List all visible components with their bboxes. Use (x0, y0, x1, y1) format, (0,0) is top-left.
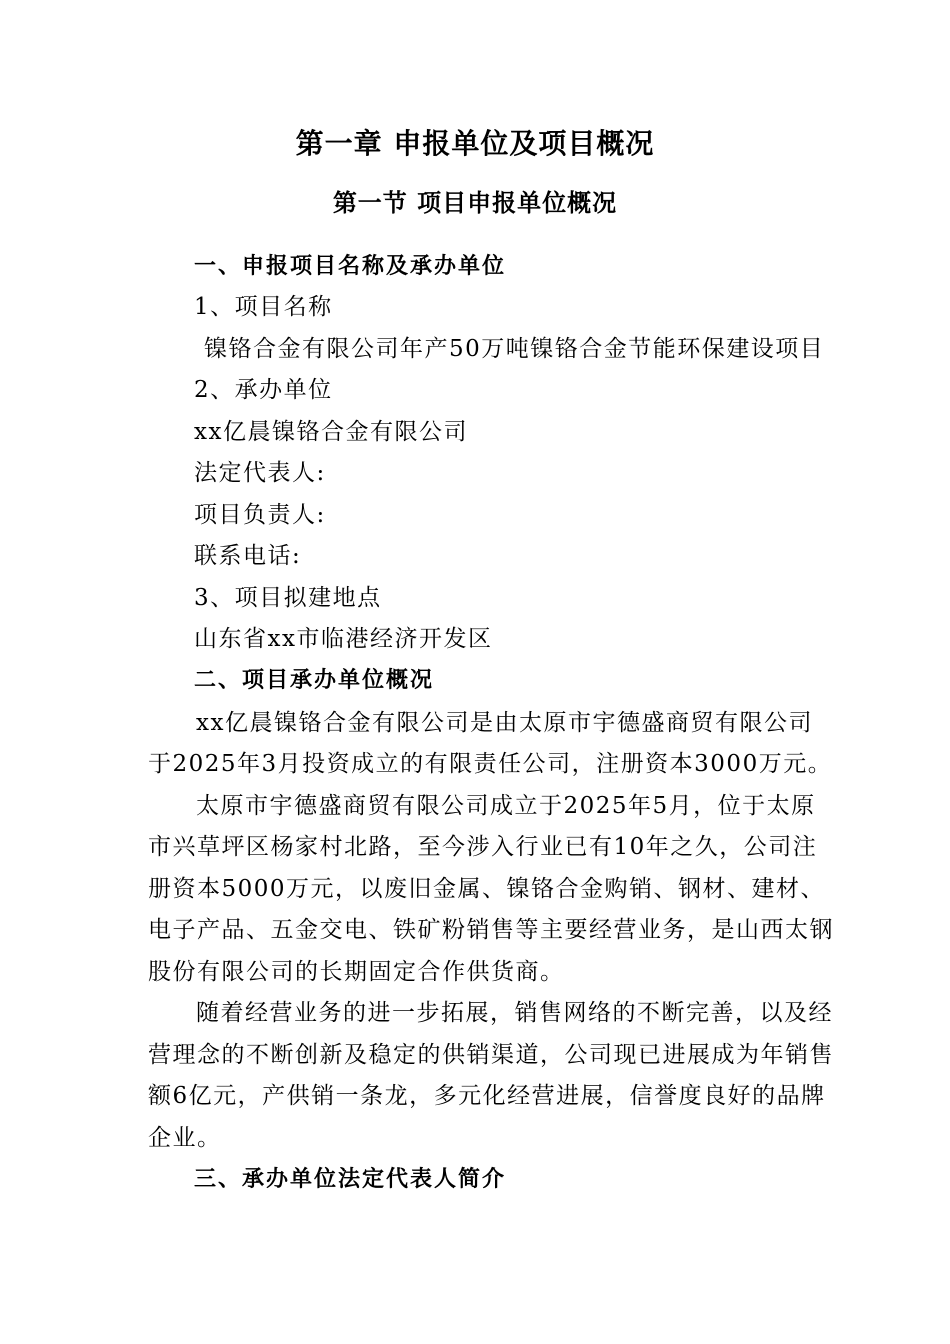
phone-label: 联系电话: (194, 543, 302, 569)
item-project-name-label: 1、项目名称 (194, 294, 333, 320)
paragraph-line: 于2025年3月投资成立的有限责任公司，注册资本3000万元。 (148, 751, 833, 777)
paragraph-line: 企业。 (148, 1125, 222, 1151)
paragraph-line: 额6亿元，产供销一条龙，多元化经营进展，信誉度良好的品牌 (148, 1083, 826, 1109)
chapter-title: 第一章 申报单位及项目概况 (295, 127, 655, 160)
item-company-label: 2、承办单位 (194, 377, 333, 403)
company-name-value: xx亿晨镍铬合金有限公司 (194, 419, 468, 445)
section-title: 第一节 项目申报单位概况 (332, 189, 618, 217)
paragraph-line: 随着经营业务的进一步拓展，销售网络的不断完善，以及经 (196, 1000, 833, 1026)
paragraph-line: 册资本5000万元，以废旧金属、镍铬合金购销、钢材、建材、 (148, 876, 826, 902)
location-value: 山东省xx市临港经济开发区 (194, 626, 493, 652)
project-leader-label: 项目负责人: (194, 502, 326, 528)
paragraph-line: xx亿晨镍铬合金有限公司是由太原市宇德盛商贸有限公司 (196, 710, 813, 736)
paragraph-line: 股份有限公司的长期固定合作供货商。 (148, 959, 565, 985)
paragraph-line: 营理念的不断创新及稳定的供销渠道，公司现已进展成为年销售 (148, 1042, 834, 1068)
heading-part3: 三、承办单位法定代表人简介 (194, 1167, 507, 1192)
legal-representative-label: 法定代表人: (194, 460, 326, 486)
paragraph-line: 电子产品、五金交电、铁矿粉销售等主要经营业务，是山西太钢 (148, 917, 834, 943)
paragraph-line: 太原市宇德盛商贸有限公司成立于2025年5月，位于太原 (196, 793, 816, 819)
heading-part1: 一、申报项目名称及承办单位 (194, 254, 507, 279)
item-location-label: 3、项目拟建地点 (194, 585, 382, 611)
paragraph-line: 市兴草坪区杨家村北路，至今涉入行业已有10年之久，公司注 (148, 834, 818, 860)
project-name-value: 镍铬合金有限公司年产50万吨镍铬合金节能环保建设项目 (204, 336, 825, 362)
heading-part2: 二、项目承办单位概况 (194, 668, 435, 693)
